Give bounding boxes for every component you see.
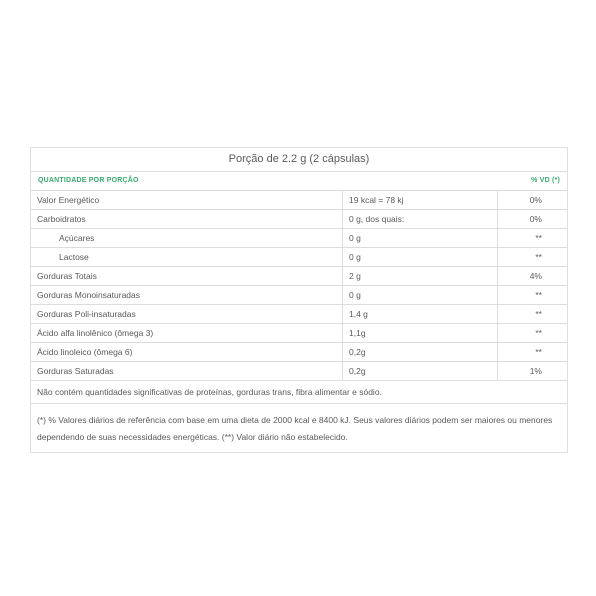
table-row <box>31 210 567 229</box>
nutrient-name: Gorduras Monoinsaturadas <box>31 286 343 304</box>
table-row <box>31 248 567 267</box>
table-row <box>31 305 567 324</box>
nutrient-daily-value: ** <box>535 347 542 357</box>
table-row <box>31 286 567 305</box>
table-row <box>31 343 567 362</box>
nutrient-name: Gorduras Totais <box>31 267 343 285</box>
nutrient-name: Ácido alfa linolênico (ômega 3) <box>31 324 343 342</box>
nutrient-daily-value: 0% <box>529 195 542 205</box>
nutrient-daily-value: ** <box>535 233 542 243</box>
table-row <box>31 267 567 286</box>
table-row <box>31 362 567 381</box>
nutrient-name: Gorduras Saturadas <box>31 362 343 380</box>
nutrition-facts-table <box>30 147 568 453</box>
nutrient-amount: 1,4 g <box>343 305 498 323</box>
nutrient-amount: 0 g <box>343 286 498 304</box>
nutrient-name: Ácido linoleico (ômega 6) <box>31 343 343 361</box>
nutrient-daily-value: 0% <box>529 214 542 224</box>
nutrient-daily-value: ** <box>535 252 542 262</box>
nutrient-daily-value: ** <box>535 290 542 300</box>
nutrient-daily-value: ** <box>535 309 542 319</box>
nutrient-amount: 1,1g <box>343 324 498 342</box>
nutrient-name: Carboidratos <box>31 210 343 228</box>
nutrient-daily-value: 1% <box>529 366 542 376</box>
nutrient-name: Gorduras Poli-insaturadas <box>31 305 343 323</box>
nutrient-amount: 0 g, dos quais: <box>343 210 498 228</box>
nutrient-amount: 19 kcal = 78 kj <box>343 191 498 209</box>
nutrient-name: Lactose <box>31 248 343 266</box>
daily-value-footnote: (*) % Valores diários de referência com base em uma dieta de 2000 kcal e 8400 kJ. Seus valores diários podem ser maiores ou menores dependendo de suas necessidades energéticas. (**) Valor diário não estabelecido. <box>37 415 553 442</box>
nutrient-amount: 2 g <box>343 267 498 285</box>
serving-size-title: Porção de 2.2 g (2 cápsulas) <box>31 148 567 172</box>
nutrient-name: Valor Energético <box>31 191 343 209</box>
nutrient-amount: 0 g <box>343 248 498 266</box>
nutrient-daily-value: ** <box>535 328 542 338</box>
daily-value-header: % VD (*) <box>531 177 560 184</box>
table-row <box>31 191 567 210</box>
nutrient-amount: 0 g <box>343 229 498 247</box>
nutrient-amount: 0,2g <box>343 362 498 380</box>
nutrient-name: Açúcares <box>31 229 343 247</box>
amount-per-serving-header: QUANTIDADE POR PORÇÃO <box>38 177 139 184</box>
table-header <box>31 172 567 191</box>
insignificant-amounts-note: Não contém quantidades significativas de proteínas, gorduras trans, fibra alimentar e sódio. <box>31 381 567 404</box>
table-row <box>31 229 567 248</box>
nutrient-amount: 0,2g <box>343 343 498 361</box>
nutrient-daily-value: 4% <box>529 271 542 281</box>
table-row <box>31 324 567 343</box>
